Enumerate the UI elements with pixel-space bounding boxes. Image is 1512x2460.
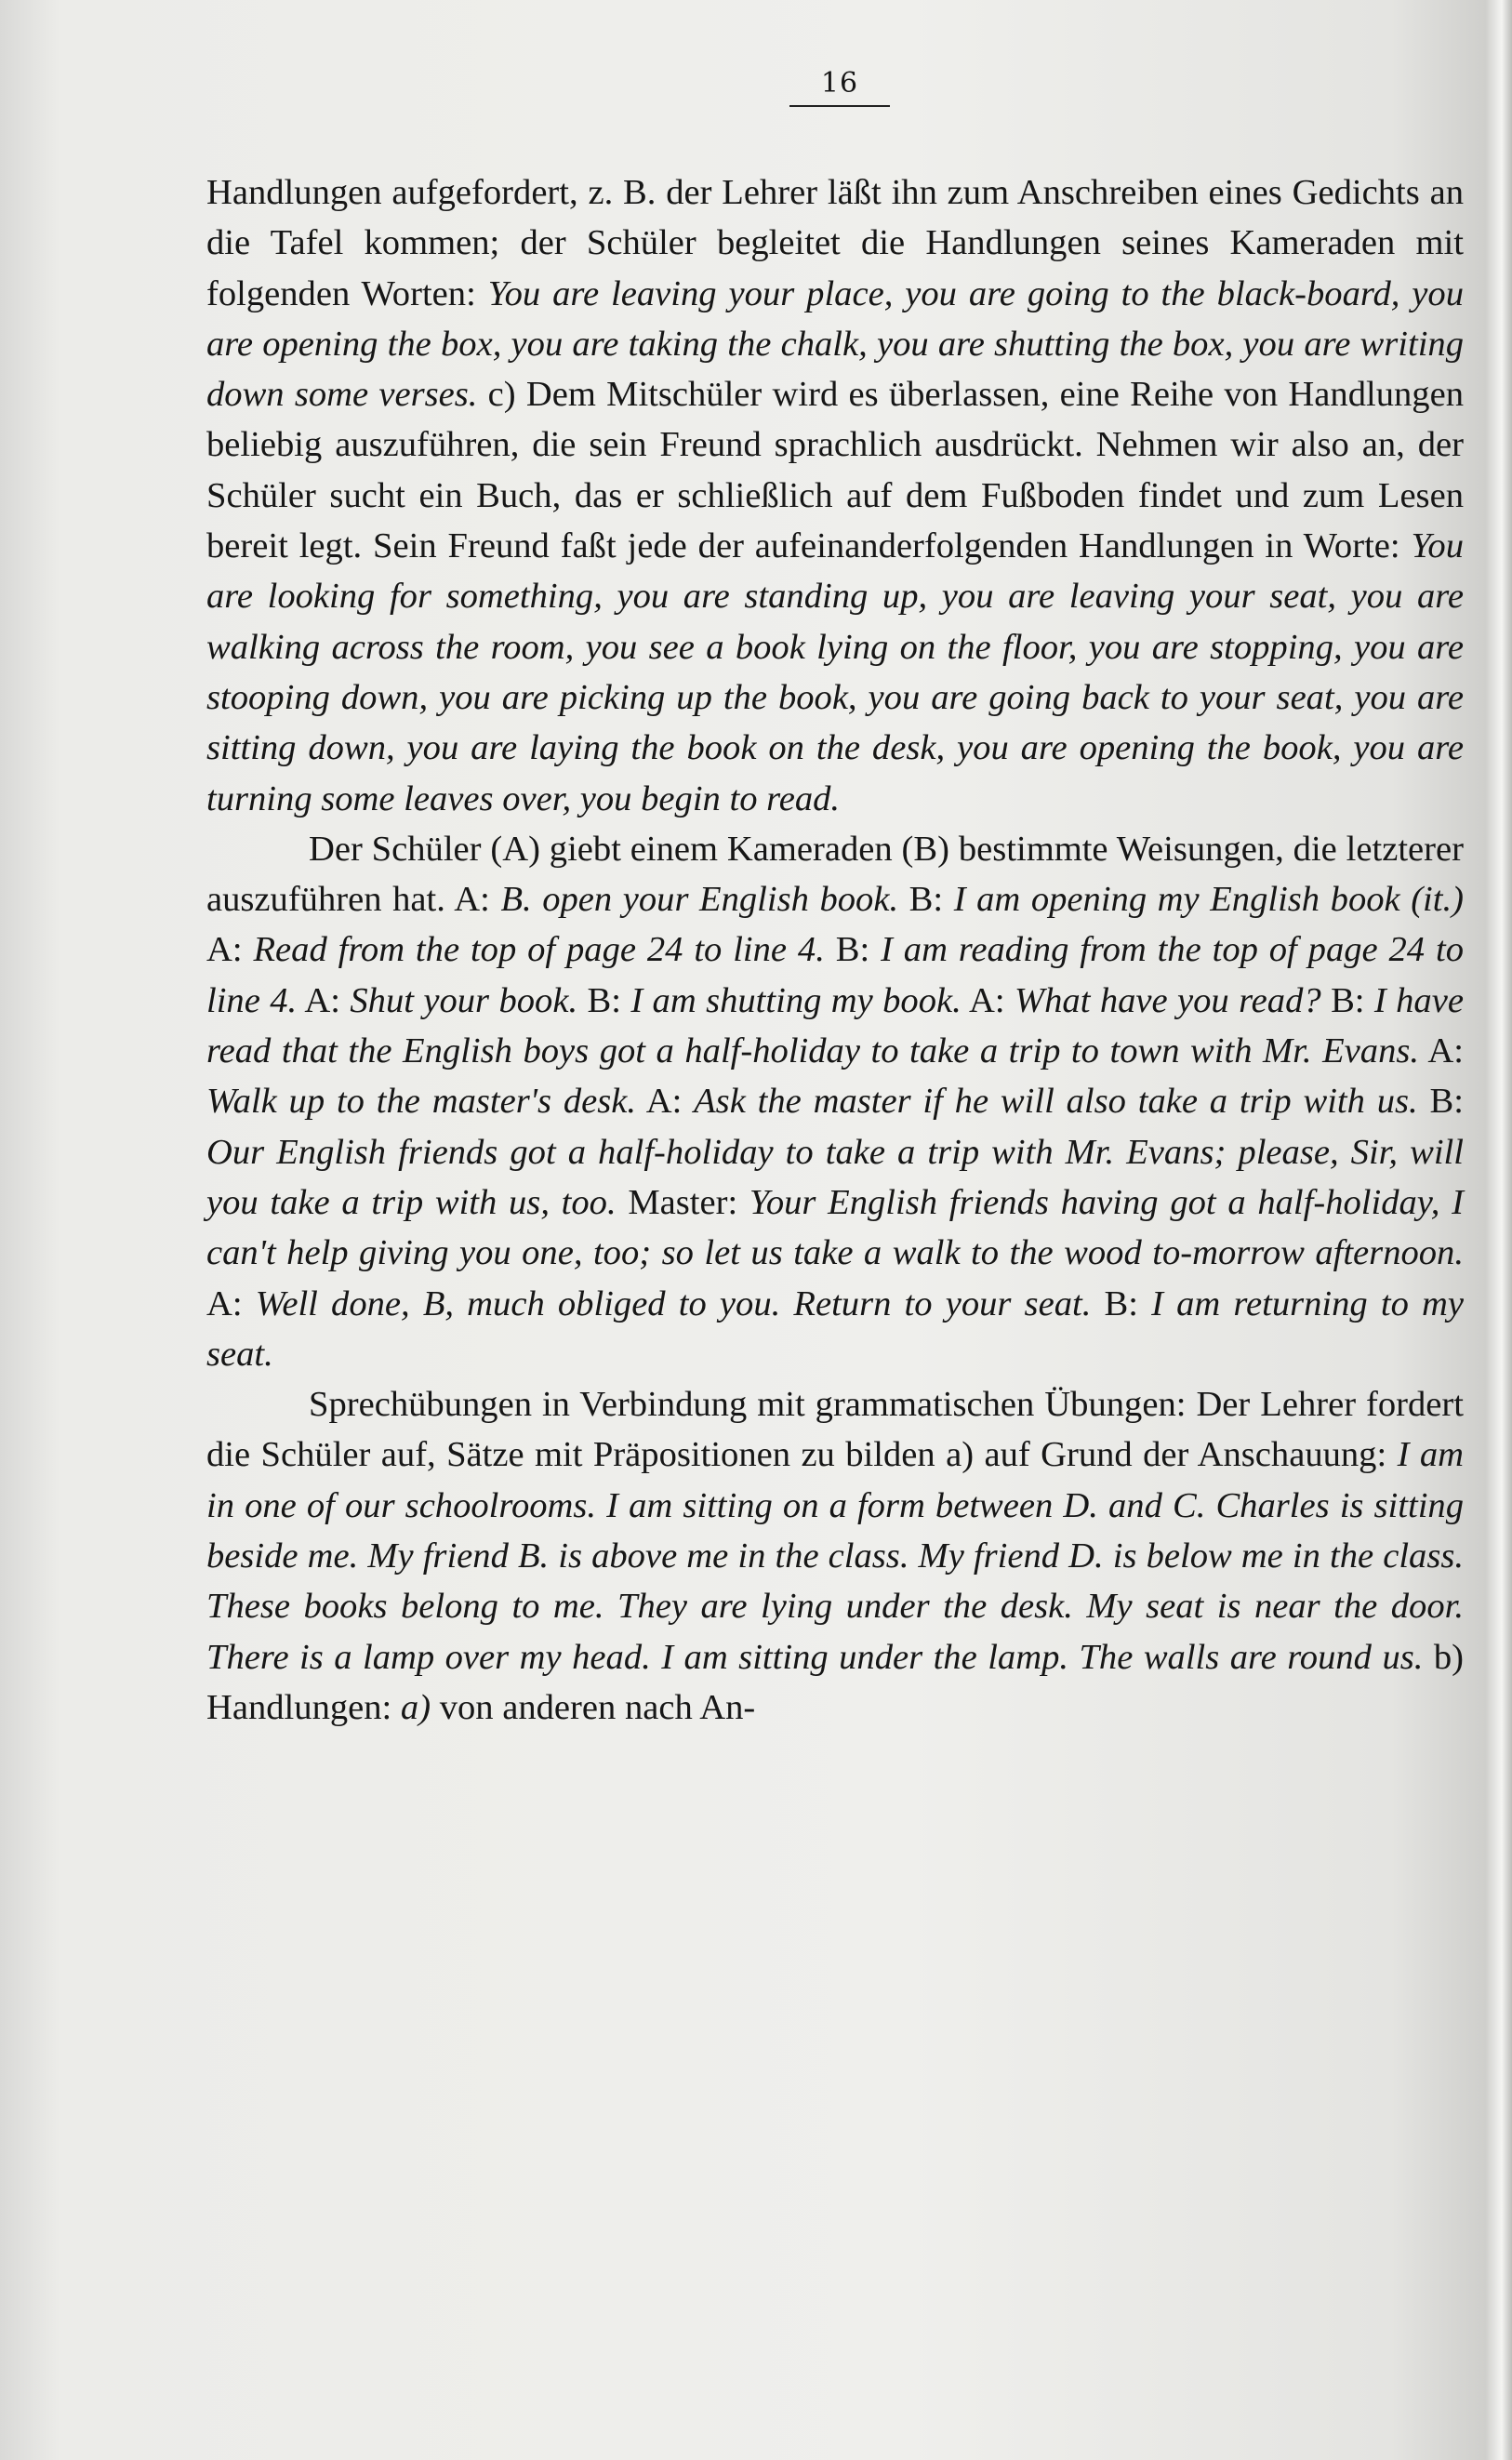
german-text: B: — [824, 930, 882, 970]
english-example-text: Your English friends having got a half-holiday, I can't help giving you one, too; so let us take a walk to the wood to-morrow afternoon. — [206, 1182, 1464, 1273]
english-example-text: Shut your book. — [350, 980, 578, 1020]
german-text: B: — [1320, 980, 1374, 1020]
german-text: B: — [1091, 1283, 1152, 1323]
english-example-text: Our English friends got a half-holiday to take a trip with Mr. Evans; please, Sir, will you take a trip with us, too. — [206, 1132, 1464, 1222]
english-example-text: I am in one of our schoolrooms. I am sitting on a form between D. and C. Charles is sitting beside me. My friend B. is above me in the class. My friend D. is below me in the class. These books belong to me. They are lying under the desk. My seat is near the door. There is a lamp over my head. I am sitting under the lamp. The walls are round us. — [206, 1435, 1465, 1677]
english-example-text: I am opening my English book (it.) — [953, 880, 1464, 920]
german-text: Handlungen aufgefordert, z. B. der Lehrer läßt ihn zum Anschreiben eines Gedichts an die Tafel kommen; der Schüler begleitet die Handlungen seines Kameraden mit folgenden Worten: — [206, 173, 1464, 313]
german-text: A: — [961, 980, 1015, 1020]
page-number: 16 — [820, 67, 859, 100]
page-number-rule — [789, 105, 890, 107]
german-text: A: — [206, 1283, 256, 1323]
german-text: B: — [898, 880, 954, 920]
english-example-text: Ask the master if he will also take a trip with us. — [694, 1082, 1418, 1122]
english-example-text: I have read that the English boys got a half-holiday to take a trip to town with Mr. Evans. — [206, 980, 1464, 1071]
german-text: Der Schüler (A) giebt einem Kameraden (B) bestimmte Weisungen, die letzterer auszuführen hat. A: — [206, 829, 1464, 920]
german-text: c) Dem Mitschüler wird es überlassen, eine Reihe von Handlungen beliebig auszuführen, die sein Freund sprachlich ausdrückt. Nehmen wir also an, der Schüler sucht ein Buch, das er schließlich auf dem Fußboden findet und zum Lesen bereit legt. Sein Freund faßt jede der aufeinanderfolgenden Handlungen in Worte: — [206, 375, 1464, 566]
english-example-text: I am reading from the top of page 24 to line 4. — [206, 930, 1464, 1020]
german-text: B: — [577, 980, 631, 1020]
english-example-text: You are leaving your place, you are going to the black-board, you are opening the box, you are taking the chalk, you are shutting the box, you are writing down some verses. — [206, 273, 1465, 415]
german-text: A: — [206, 930, 254, 970]
paragraph-p3 — [206, 1379, 1464, 1733]
english-example-text: Well done, B, much obliged to you. Return to your seat. — [255, 1283, 1092, 1323]
english-example-text: a) — [400, 1687, 431, 1727]
english-example-text: Walk up to the master's desk. — [206, 1082, 637, 1122]
german-text: Master: — [616, 1182, 749, 1222]
english-example-text: Read from the top of page 24 to line 4. — [253, 930, 825, 970]
german-text: b) Handlungen: — [206, 1637, 1465, 1727]
german-text: A: — [636, 1082, 695, 1122]
german-text: von anderen nach An- — [431, 1687, 756, 1727]
german-text: B: — [1417, 1082, 1464, 1122]
page-edge — [1486, 0, 1512, 2460]
german-text: Sprechübungen in Verbindung mit grammatischen Übungen: Der Lehrer fordert die Schüler auf, Sätze mit Präpositionen zu bilden a) auf Grund der Anschauung: — [206, 1385, 1464, 1475]
body-text — [206, 167, 1464, 1733]
page-header — [789, 67, 891, 107]
paragraph-p1 — [206, 167, 1464, 824]
english-example-text: You are looking for something, you are standing up, you are leaving your seat, you are walking across the room, you see a book lying on the floor, you are stopping, you are stooping down, you are picking up the book, you are going back to your seat, you are sitting down, you are laying the book on the desk, you are opening the book, you are turning some leaves over, you begin to read. — [206, 526, 1464, 818]
english-example-text: B. open your English book. — [500, 880, 899, 920]
german-text: A: — [297, 980, 351, 1020]
german-text: A: — [1419, 1031, 1465, 1071]
english-example-text: I am returning to my seat. — [206, 1283, 1464, 1374]
english-example-text: I am shutting my book. — [630, 980, 962, 1020]
paragraph-p2 — [206, 824, 1464, 1379]
english-example-text: What have you read? — [1015, 980, 1321, 1020]
